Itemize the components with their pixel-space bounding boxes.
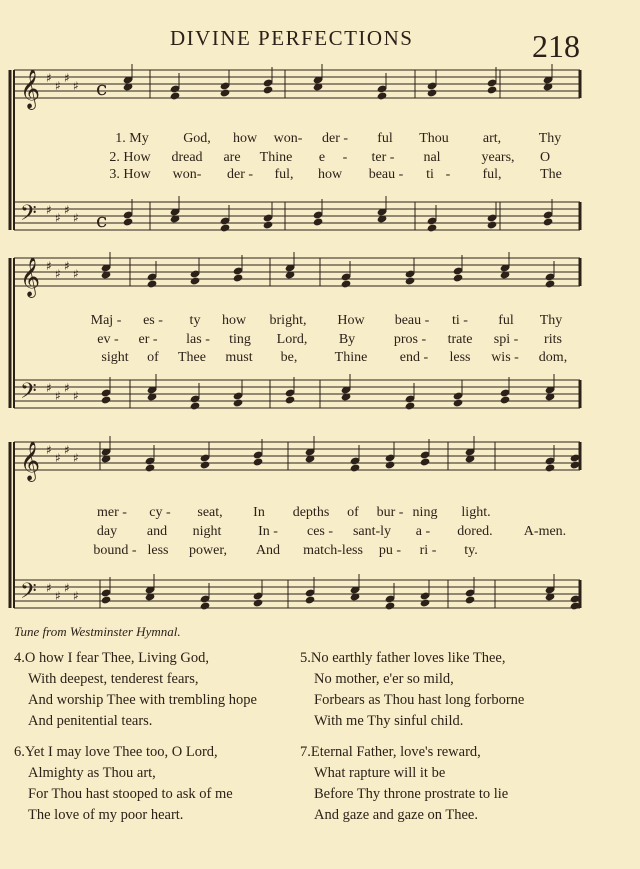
note-head	[487, 85, 498, 94]
lyric-syllable: rits	[544, 332, 562, 347]
note-head	[453, 398, 464, 407]
note-head	[385, 460, 396, 469]
lyric-syllable: ful	[377, 131, 393, 146]
sharp-icon: ♯	[46, 443, 52, 457]
lyric-syllable: cy -	[149, 505, 171, 520]
note-head	[147, 279, 158, 288]
stanza-number: 7.	[300, 744, 311, 760]
note-head	[500, 395, 511, 404]
lyric-syllable: dored.	[457, 524, 493, 539]
note-head	[405, 401, 416, 410]
note-head	[543, 217, 554, 226]
lyric-syllable: ning	[412, 505, 438, 520]
sharp-icon: ♯	[73, 451, 79, 465]
sharp-icon: ♯	[55, 589, 61, 603]
lyric-syllable: es -	[143, 313, 163, 328]
sharp-icon: ♯	[73, 267, 79, 281]
lyric-syllable: sant-ly	[352, 524, 392, 539]
note-head	[487, 220, 498, 229]
sharp-icon: ♯	[46, 203, 52, 217]
note-head	[545, 463, 556, 472]
lyric-syllable: beau -	[368, 167, 404, 182]
sharp-icon: ♯	[64, 259, 70, 273]
lyric-syllable: how	[221, 313, 247, 328]
stanza-line: And worship Thee with trembling hope	[28, 692, 257, 708]
note-head	[253, 457, 264, 466]
note-head	[145, 463, 156, 472]
sharp-icon: ♯	[55, 211, 61, 225]
lyric-syllable: depths	[292, 505, 330, 520]
sharp-icon: ♯	[64, 581, 70, 595]
lyric-syllable: are	[223, 150, 241, 165]
lyric-syllable: beau -	[394, 313, 430, 328]
stanza-line: No mother, e'er so mild,	[314, 671, 454, 687]
lyric-syllable: years,	[481, 150, 515, 165]
lyric-syllable: ty.	[464, 543, 478, 558]
stanza-line: With me Thy sinful child.	[314, 713, 464, 729]
bass-clef-icon: 𝄢	[20, 201, 37, 231]
stanza-line: The love of my poor heart.	[28, 807, 184, 823]
stanza-line: For Thou hast stooped to ask of me	[28, 786, 233, 802]
treble-clef-icon: 𝄞	[20, 257, 41, 297]
lyric-syllable: day	[96, 524, 118, 539]
lyric-syllable: dread	[171, 150, 203, 165]
note-head	[170, 91, 181, 100]
treble-clef-icon: 𝄞	[20, 69, 41, 109]
note-head	[427, 88, 438, 97]
sharp-icon: ♯	[46, 381, 52, 395]
sharp-icon: ♯	[73, 389, 79, 403]
note-head	[341, 279, 352, 288]
note-head	[190, 276, 201, 285]
lyric-syllable: Thine	[334, 350, 368, 365]
note-head	[263, 220, 274, 229]
stanza-5	[300, 648, 524, 732]
stanza-line: Yet I may love Thee too, O Lord,	[24, 744, 218, 760]
note-head	[350, 463, 361, 472]
lyric-syllable: a -	[415, 524, 431, 539]
stanza-line: And gaze and gaze on Thee.	[314, 807, 478, 823]
lyric-syllable: And	[255, 543, 281, 558]
note-head	[420, 598, 431, 607]
sharp-icon: ♯	[64, 203, 70, 217]
lyric-syllable: and	[146, 524, 168, 539]
lyric-syllable: ting	[229, 332, 251, 347]
lyric-syllable: e	[318, 150, 326, 165]
note-head	[385, 601, 396, 610]
note-head	[377, 91, 388, 100]
note-head	[101, 595, 112, 604]
lyric-syllable: wis -	[491, 350, 519, 365]
lyric-syllable: seat,	[197, 505, 223, 520]
lyric-syllable: A-men.	[523, 524, 567, 539]
note-head	[190, 401, 201, 410]
note-head	[220, 223, 231, 232]
sharp-icon: ♯	[55, 389, 61, 403]
note-head	[427, 223, 438, 232]
lyric-syllable: How	[337, 313, 365, 328]
lyric-syllable: how	[232, 131, 258, 146]
note-head	[305, 595, 316, 604]
lyric-syllable: night	[192, 524, 222, 539]
lyric-syllable: der -	[226, 167, 254, 182]
sharp-icon: ♯	[73, 79, 79, 93]
lyric-syllable: won-	[172, 167, 202, 182]
lyric-syllable: trate	[447, 332, 473, 347]
sharp-icon: ♯	[55, 267, 61, 281]
note-head	[465, 595, 476, 604]
stanza-line: O how I fear Thee, Living God,	[24, 650, 210, 666]
lyric-syllable: pu -	[378, 543, 402, 558]
stanza-number: 5.	[300, 650, 311, 666]
lyric-syllable: ful,	[482, 167, 502, 182]
lyric-syllable: pros -	[393, 332, 427, 347]
lyric-syllable: er -	[138, 332, 158, 347]
note-head	[545, 279, 556, 288]
note-head	[233, 273, 244, 282]
lyric-syllable: 3. How	[109, 167, 151, 182]
lyric-syllable: spi -	[493, 332, 519, 347]
note-head	[313, 217, 324, 226]
sharp-icon: ♯	[64, 71, 70, 85]
bass-clef-icon: 𝄢	[20, 579, 37, 609]
sharp-icon: ♯	[73, 589, 79, 603]
stanza-7	[300, 742, 508, 826]
lyric-syllable: 1. My	[115, 131, 149, 146]
lyric-syllable: The	[540, 167, 562, 182]
sharp-icon: ♯	[46, 259, 52, 273]
note-head	[200, 460, 211, 469]
common-time-icon: c	[96, 76, 108, 100]
stanza-6	[14, 742, 233, 826]
lyric-syllable: ful,	[274, 167, 294, 182]
lyric-syllable: las -	[186, 332, 210, 347]
stanza-4	[14, 648, 257, 732]
sharp-icon: ♯	[55, 79, 61, 93]
lyric-syllable: Thy	[538, 131, 562, 146]
lyric-syllable: must	[225, 350, 253, 365]
lyric-syllable: God,	[183, 131, 211, 146]
note-head	[220, 88, 231, 97]
stanza-line: Eternal Father, love's reward,	[310, 744, 481, 760]
lyric-syllable: sight	[101, 350, 129, 365]
lyric-syllable: nal	[423, 150, 441, 165]
page-title: DIVINE PERFECTIONS	[170, 26, 414, 50]
lyric-syllable: O	[539, 150, 551, 165]
note-head	[420, 457, 431, 466]
lyric-syllable: ri -	[419, 543, 437, 558]
note-head	[253, 598, 264, 607]
lyric-syllable: less	[147, 543, 169, 558]
lyric-syllable: In	[253, 505, 265, 520]
stanza-line: And penitential tears.	[28, 713, 153, 729]
stanza-line: What rapture will it be	[314, 765, 446, 781]
lyric-syllable: dom,	[538, 350, 568, 365]
common-time-icon: c	[96, 208, 108, 232]
lyric-syllable: of	[347, 505, 359, 520]
lyric-syllable: less	[449, 350, 471, 365]
lyric-syllable: end -	[399, 350, 429, 365]
lyric-syllable: bright,	[269, 313, 307, 328]
lyric-syllable: mer -	[97, 505, 127, 520]
lyric-syllable: Thine	[259, 150, 293, 165]
lyric-syllable: ti -	[452, 313, 468, 328]
stanza-line: With deepest, tenderest fears,	[28, 671, 199, 687]
note-head	[405, 276, 416, 285]
lyric-syllable: By	[338, 332, 356, 347]
note-head	[200, 601, 211, 610]
sharp-icon: ♯	[46, 581, 52, 595]
sharp-icon: ♯	[73, 211, 79, 225]
lyric-syllable: 2. How	[109, 150, 151, 165]
lyric-syllable: of	[147, 350, 159, 365]
lyric-syllable: be,	[280, 350, 298, 365]
sharp-icon: ♯	[46, 71, 52, 85]
note-head	[285, 395, 296, 404]
lyric-syllable: -	[342, 150, 348, 165]
lyric-syllable: Lord,	[276, 332, 308, 347]
lyric-syllable: power,	[189, 543, 227, 558]
note-head	[123, 217, 134, 226]
tune-credit: Tune from Westminster Hymnal.	[14, 624, 181, 639]
lyric-syllable: ces -	[306, 524, 334, 539]
lyric-syllable: art,	[482, 131, 502, 146]
lyric-syllable: bound -	[93, 543, 137, 558]
stanza-number: 4.	[14, 650, 25, 666]
sharp-icon: ♯	[64, 381, 70, 395]
lyric-syllable: won-	[273, 131, 303, 146]
lyric-syllable: match-less	[303, 543, 363, 558]
lyric-syllable: ty	[189, 313, 201, 328]
lyric-syllable: ti	[426, 167, 434, 182]
lyric-syllable: Thou	[419, 131, 449, 146]
lyric-syllable: how	[317, 167, 343, 182]
lyric-syllable: bur -	[376, 505, 404, 520]
stanza-line: No earthly father loves like Thee,	[310, 650, 506, 666]
treble-clef-icon: 𝄞	[20, 441, 41, 481]
lyric-syllable: ev -	[97, 332, 119, 347]
sharp-icon: ♯	[55, 451, 61, 465]
note-head	[453, 273, 464, 282]
sharp-icon: ♯	[64, 443, 70, 457]
lyric-syllable: -	[445, 167, 451, 182]
lyric-syllable: ful	[498, 313, 514, 328]
stanza-line: Forbears as Thou hast long forborne	[314, 692, 525, 708]
stanza-line: Before Thy throne prostrate to lie	[314, 786, 509, 802]
page-number: 218	[532, 28, 580, 64]
lyric-syllable: light.	[461, 505, 491, 520]
note-head	[233, 398, 244, 407]
bass-clef-icon: 𝄢	[20, 379, 37, 409]
stanza-line: Almighty as Thou art,	[28, 765, 156, 781]
lyric-syllable: Thy	[539, 313, 563, 328]
lyric-syllable: In -	[258, 524, 278, 539]
stanza-number: 6.	[14, 744, 25, 760]
lyric-syllable: der -	[321, 131, 349, 146]
lyric-syllable: ter -	[371, 150, 395, 165]
note-head	[101, 395, 112, 404]
lyric-syllable: Thee	[178, 350, 206, 365]
lyric-syllable: Maj -	[90, 313, 122, 328]
note-head	[263, 85, 274, 94]
